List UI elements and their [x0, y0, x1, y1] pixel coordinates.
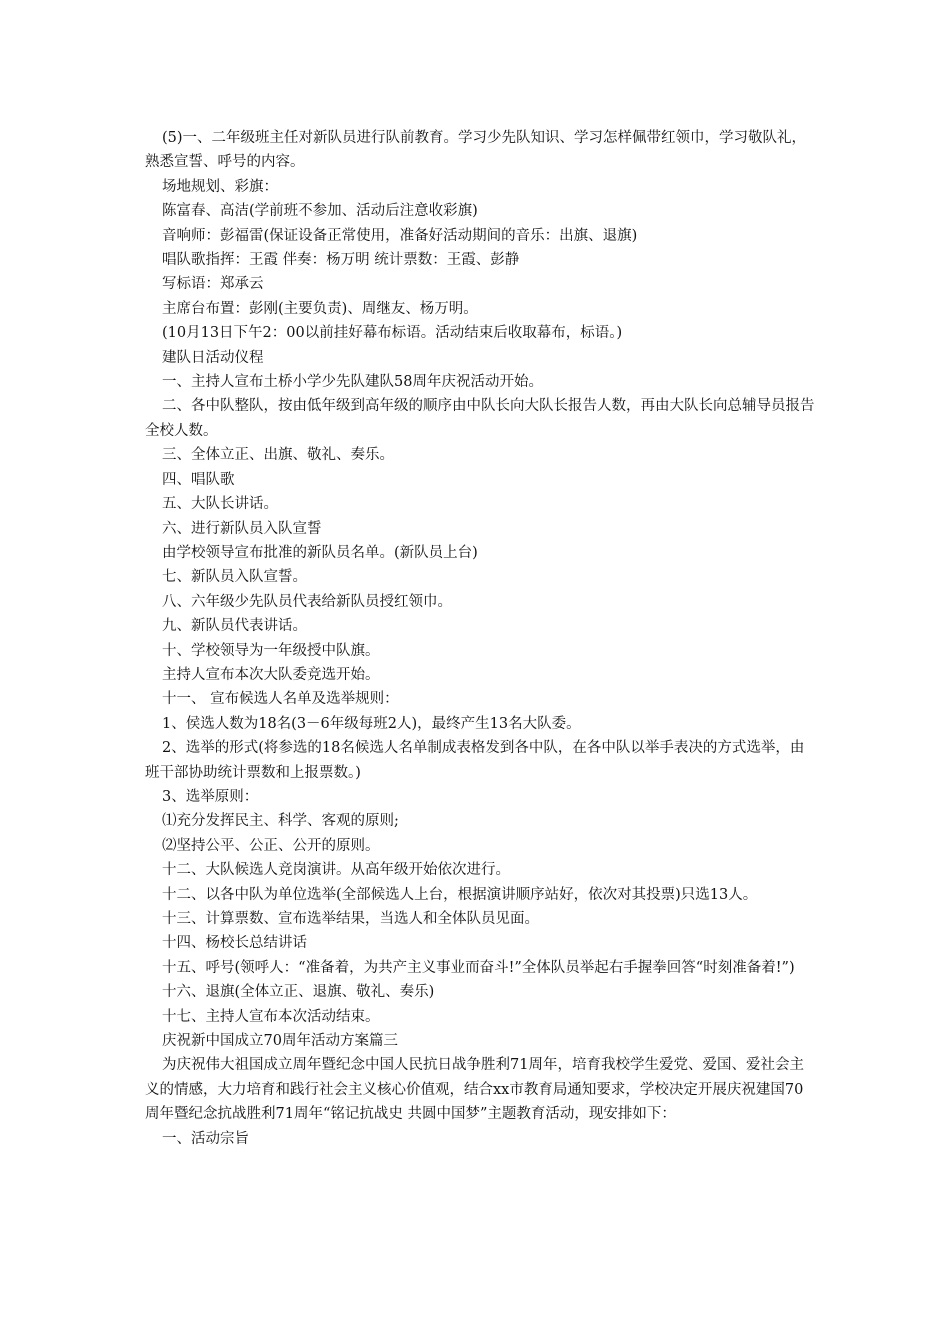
- paragraph: 主持人宣布本次大队委竞选开始。: [162, 666, 380, 683]
- paragraph: 唱队歌指挥：王霞 伴奏：杨万明 统计票数：王霞、彭静: [162, 252, 520, 269]
- paragraph: 八、六年级少先队员代表给新队员授红领巾。: [162, 593, 452, 610]
- section-heading: 建队日活动仪程: [162, 349, 264, 366]
- paragraph: (10月13日下午2：00以前挂好幕布标语。活动结束后收取幕布，标语。): [162, 325, 623, 342]
- paragraph: 十二、大队候选人竞岗演讲。从高年级开始依次进行。: [162, 862, 510, 879]
- paragraph: 五、大队长讲话。: [162, 496, 278, 513]
- paragraph: 主席台布置：彭刚(主要负责)、周继友、杨万明。: [162, 300, 478, 317]
- paragraph: 音响师：彭福雷(保证设备正常使用，准备好活动期间的音乐：出旗、退旗): [162, 227, 638, 244]
- paragraph: 2、选举的形式(将参选的18名候选人名单制成表格发到各中队，在各中队以举手表决的方式选举，由班干部协助统计票数和上报票数。): [145, 740, 805, 781]
- paragraph: 九、新队员代表讲话。: [162, 618, 307, 635]
- paragraph: 由学校领导宣布批准的新队员名单。(新队员上台): [162, 544, 478, 561]
- paragraph: (5)一、二年级班主任对新队员进行队前教育。学习少先队知识、学习怎样佩带红领巾，学习敬队礼，熟悉宣誓、呼号的内容。: [145, 130, 807, 171]
- paragraph: 一、主持人宣布土桥小学少先队建队58周年庆祝活动开始。: [162, 374, 543, 391]
- paragraph: 场地规划、彩旗：: [162, 178, 278, 195]
- document-body: [145, 126, 815, 1151]
- paragraph: 为庆祝伟大祖国成立周年暨纪念中国人民抗日战争胜利71周年，培育我校学生爱党、爱国、爱社会主义的情感，大力培育和践行社会主义核心价值观，结合xx市教育局通知要求，学校决定开展庆祝建国70周年暨纪念抗战胜利71周年“铭记抗战史 共圆中国梦”主题教育活动，现安排如下：: [145, 1057, 804, 1123]
- paragraph: 十五、呼号(领呼人：“准备着，为共产主义事业而奋斗!”全体队员举起右手握拳回答“时刻准备着!”): [162, 959, 795, 976]
- paragraph: 六、进行新队员入队宣誓: [162, 520, 322, 537]
- paragraph: 四、唱队歌: [162, 471, 235, 488]
- paragraph: 十六、退旗(全体立正、退旗、敬礼、奏乐): [162, 984, 435, 1001]
- paragraph: 七、新队员入队宣誓。: [162, 569, 307, 586]
- paragraph: 三、全体立正、出旗、敬礼、奏乐。: [162, 447, 394, 464]
- paragraph: 二、各中队整队，按由低年级到高年级的顺序由中队长向大队长报告人数，再由大队长向总辅导员报告全校人数。: [145, 398, 815, 439]
- paragraph: 十、学校领导为一年级授中队旗。: [162, 642, 380, 659]
- paragraph: ⑴充分发挥民主、科学、客观的原则;: [162, 813, 399, 830]
- paragraph: 3、选举原则：: [162, 788, 259, 805]
- paragraph: 十七、主持人宣布本次活动结束。: [162, 1008, 380, 1025]
- paragraph: 十二、以各中队为单位选举(全部候选人上台，根据演讲顺序站好，依次对其投票)只选13人。: [162, 886, 758, 903]
- paragraph: 1、侯选人数为18名(3－6年级每班2人)，最终产生13名大队委。: [162, 715, 581, 732]
- paragraph: 陈富春、高洁(学前班不参加、活动后注意收彩旗): [162, 203, 478, 220]
- paragraph: 十一、 宣布候选人名单及选举规则：: [162, 691, 399, 708]
- paragraph: ⑵坚持公平、公正、公开的原则。: [162, 837, 380, 854]
- paragraph: 写标语：郑承云: [162, 276, 264, 293]
- paragraph: 十四、杨校长总结讲话: [162, 935, 307, 952]
- paragraph: 十三、计算票数、宣布选举结果，当选人和全体队员见面。: [162, 911, 539, 927]
- section-heading: 庆祝新中国成立70周年活动方案篇三: [162, 1033, 398, 1050]
- paragraph: 一、活动宗旨: [162, 1130, 249, 1147]
